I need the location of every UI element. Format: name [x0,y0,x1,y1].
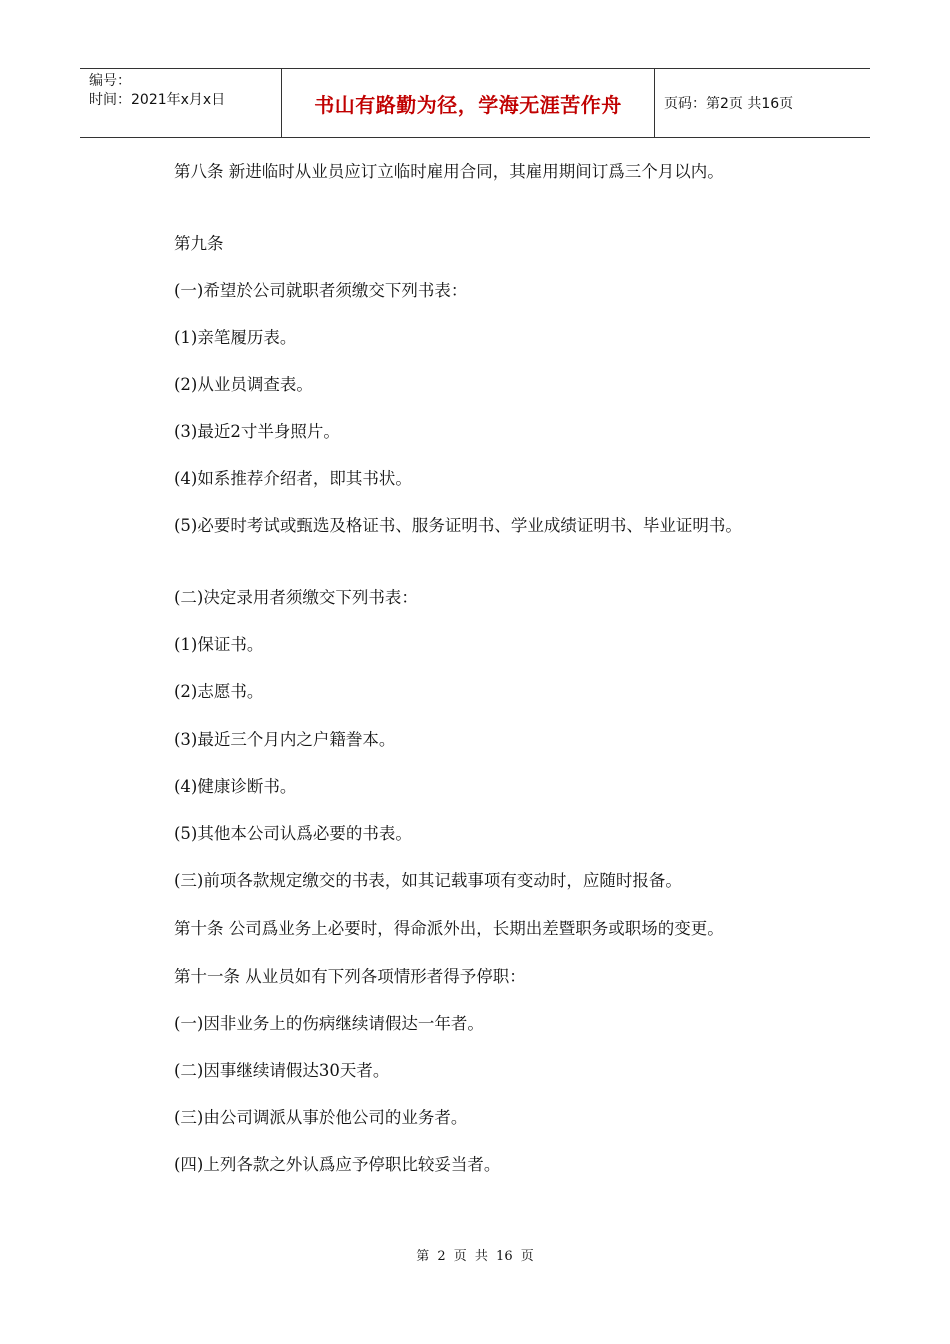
paragraph: (4)健康诊断书。 [174,777,297,796]
paragraph: (1)保证书。 [174,635,264,654]
paragraph: (四)上列各款之外认爲应予停职比较妥当者。 [174,1155,501,1174]
page-footer: 第 2 页 共 16 页 [416,1249,534,1264]
header-page-info: 页码：第2页 共16页 [664,96,794,112]
paragraph: (2)从业员调查表。 [174,375,313,394]
number-label: 编号： [89,73,131,89]
paragraph: (三)前项各款规定缴交的书表，如其记载事项有变动时，应随时报备。 [174,871,682,890]
paragraph: (三)由公司调派从事於他公司的业务者。 [174,1108,468,1127]
paragraph: 第十一条 从业员如有下列各项情形者得予停职： [174,967,526,986]
paragraph: (5)必要时考试或甄选及格证书、服务证明书、学业成绩证明书、毕业证明书。 [174,516,742,535]
header-motto: 书山有路勤为径，学海无涯苦作舟 [282,69,655,137]
paragraph: 第十条 公司爲业务上必要时，得命派外出，长期出差暨职务或职场的变更。 [174,919,724,938]
paragraph: (一)因非业务上的伤病继续请假达一年者。 [174,1014,484,1033]
paragraph: (4)如系推荐介绍者，即其书状。 [174,469,412,488]
paragraph: (一)希望於公司就职者须缴交下列书表： [174,281,468,300]
paragraph: (二)决定录用者须缴交下列书表： [174,588,418,607]
header-meta [80,69,282,137]
paragraph: (5)其他本公司认爲必要的书表。 [174,824,412,843]
paragraph: (3)最近三个月内之户籍誊本。 [174,730,396,749]
paragraph: (3)最近2寸半身照片。 [174,422,340,441]
paragraph: 第九条 [174,234,224,253]
paragraph: (2)志愿书。 [174,682,264,701]
time-label: 时间：2021年x月x日 [89,92,226,108]
paragraph: 第八条 新进临时从业员应订立临时雇用合同，其雇用期间订爲三个月以内。 [174,162,724,181]
document-header [80,68,870,138]
paragraph: (二)因事继续请假达30天者。 [174,1061,390,1080]
paragraph: (1)亲笔履历表。 [174,328,297,347]
